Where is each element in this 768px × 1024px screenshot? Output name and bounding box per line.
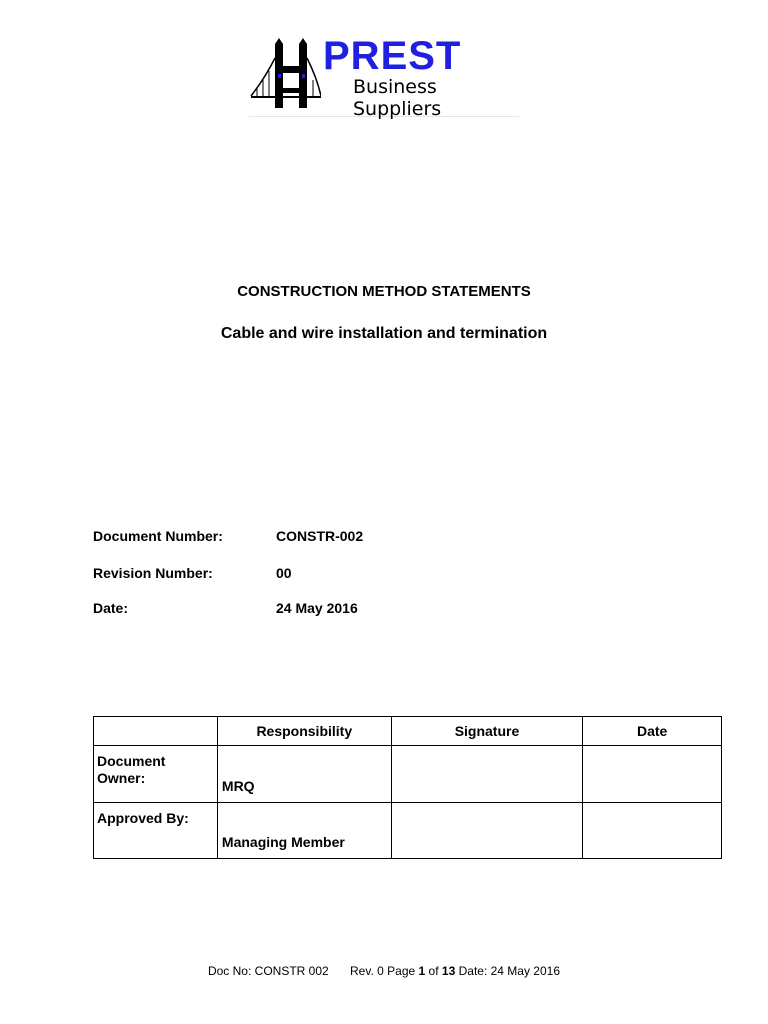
- footer-doc-no: Doc No: CONSTR 002: [207, 964, 329, 978]
- date-cell[interactable]: [583, 746, 722, 803]
- date-value: 24 May 2016: [276, 600, 358, 616]
- document-title: CONSTRUCTION METHOD STATEMENTS: [237, 283, 531, 300]
- table-header-cell: Signature: [391, 717, 583, 746]
- signature-cell[interactable]: [391, 746, 583, 803]
- footer-of: of: [428, 964, 439, 978]
- footer-rev-page: Rev. 0 Page: [350, 964, 416, 978]
- doc-number-label: Document Number:: [93, 528, 223, 544]
- table-row: [94, 803, 722, 859]
- doc-number-value: CONSTR-002: [276, 528, 364, 544]
- revision-value: 00: [276, 565, 292, 581]
- date-label: Date:: [93, 600, 129, 616]
- logo-tagline: Business Suppliers: [353, 76, 442, 120]
- responsibility-cell: MRQ: [217, 746, 391, 803]
- role-cell: [94, 746, 218, 803]
- page-footer: [0, 964, 768, 978]
- table-header-row: [94, 717, 722, 746]
- table-header-cell: [94, 717, 218, 746]
- logo-wordmark: PREST: [323, 34, 462, 78]
- tower-bridge-icon: [249, 38, 321, 112]
- footer-page-number: 1: [418, 964, 426, 978]
- footer-date: Date: 24 May 2016: [458, 964, 561, 978]
- company-logo: [249, 34, 519, 120]
- table-header-cell: Date: [583, 717, 722, 746]
- footer-total-pages: 13: [441, 964, 456, 978]
- responsibility-table: [93, 716, 722, 859]
- document-subtitle: Cable and wire installation and termination: [220, 325, 548, 342]
- table-row: [94, 746, 722, 803]
- table-header-cell: Responsibility: [217, 717, 391, 746]
- revision-label: Revision Number:: [93, 565, 213, 581]
- role-cell: Approved By:: [94, 803, 218, 859]
- date-cell[interactable]: [583, 803, 722, 859]
- responsibility-cell: Managing Member: [217, 803, 391, 859]
- role-text: Document Owner:: [97, 753, 166, 786]
- signature-cell[interactable]: [391, 803, 583, 859]
